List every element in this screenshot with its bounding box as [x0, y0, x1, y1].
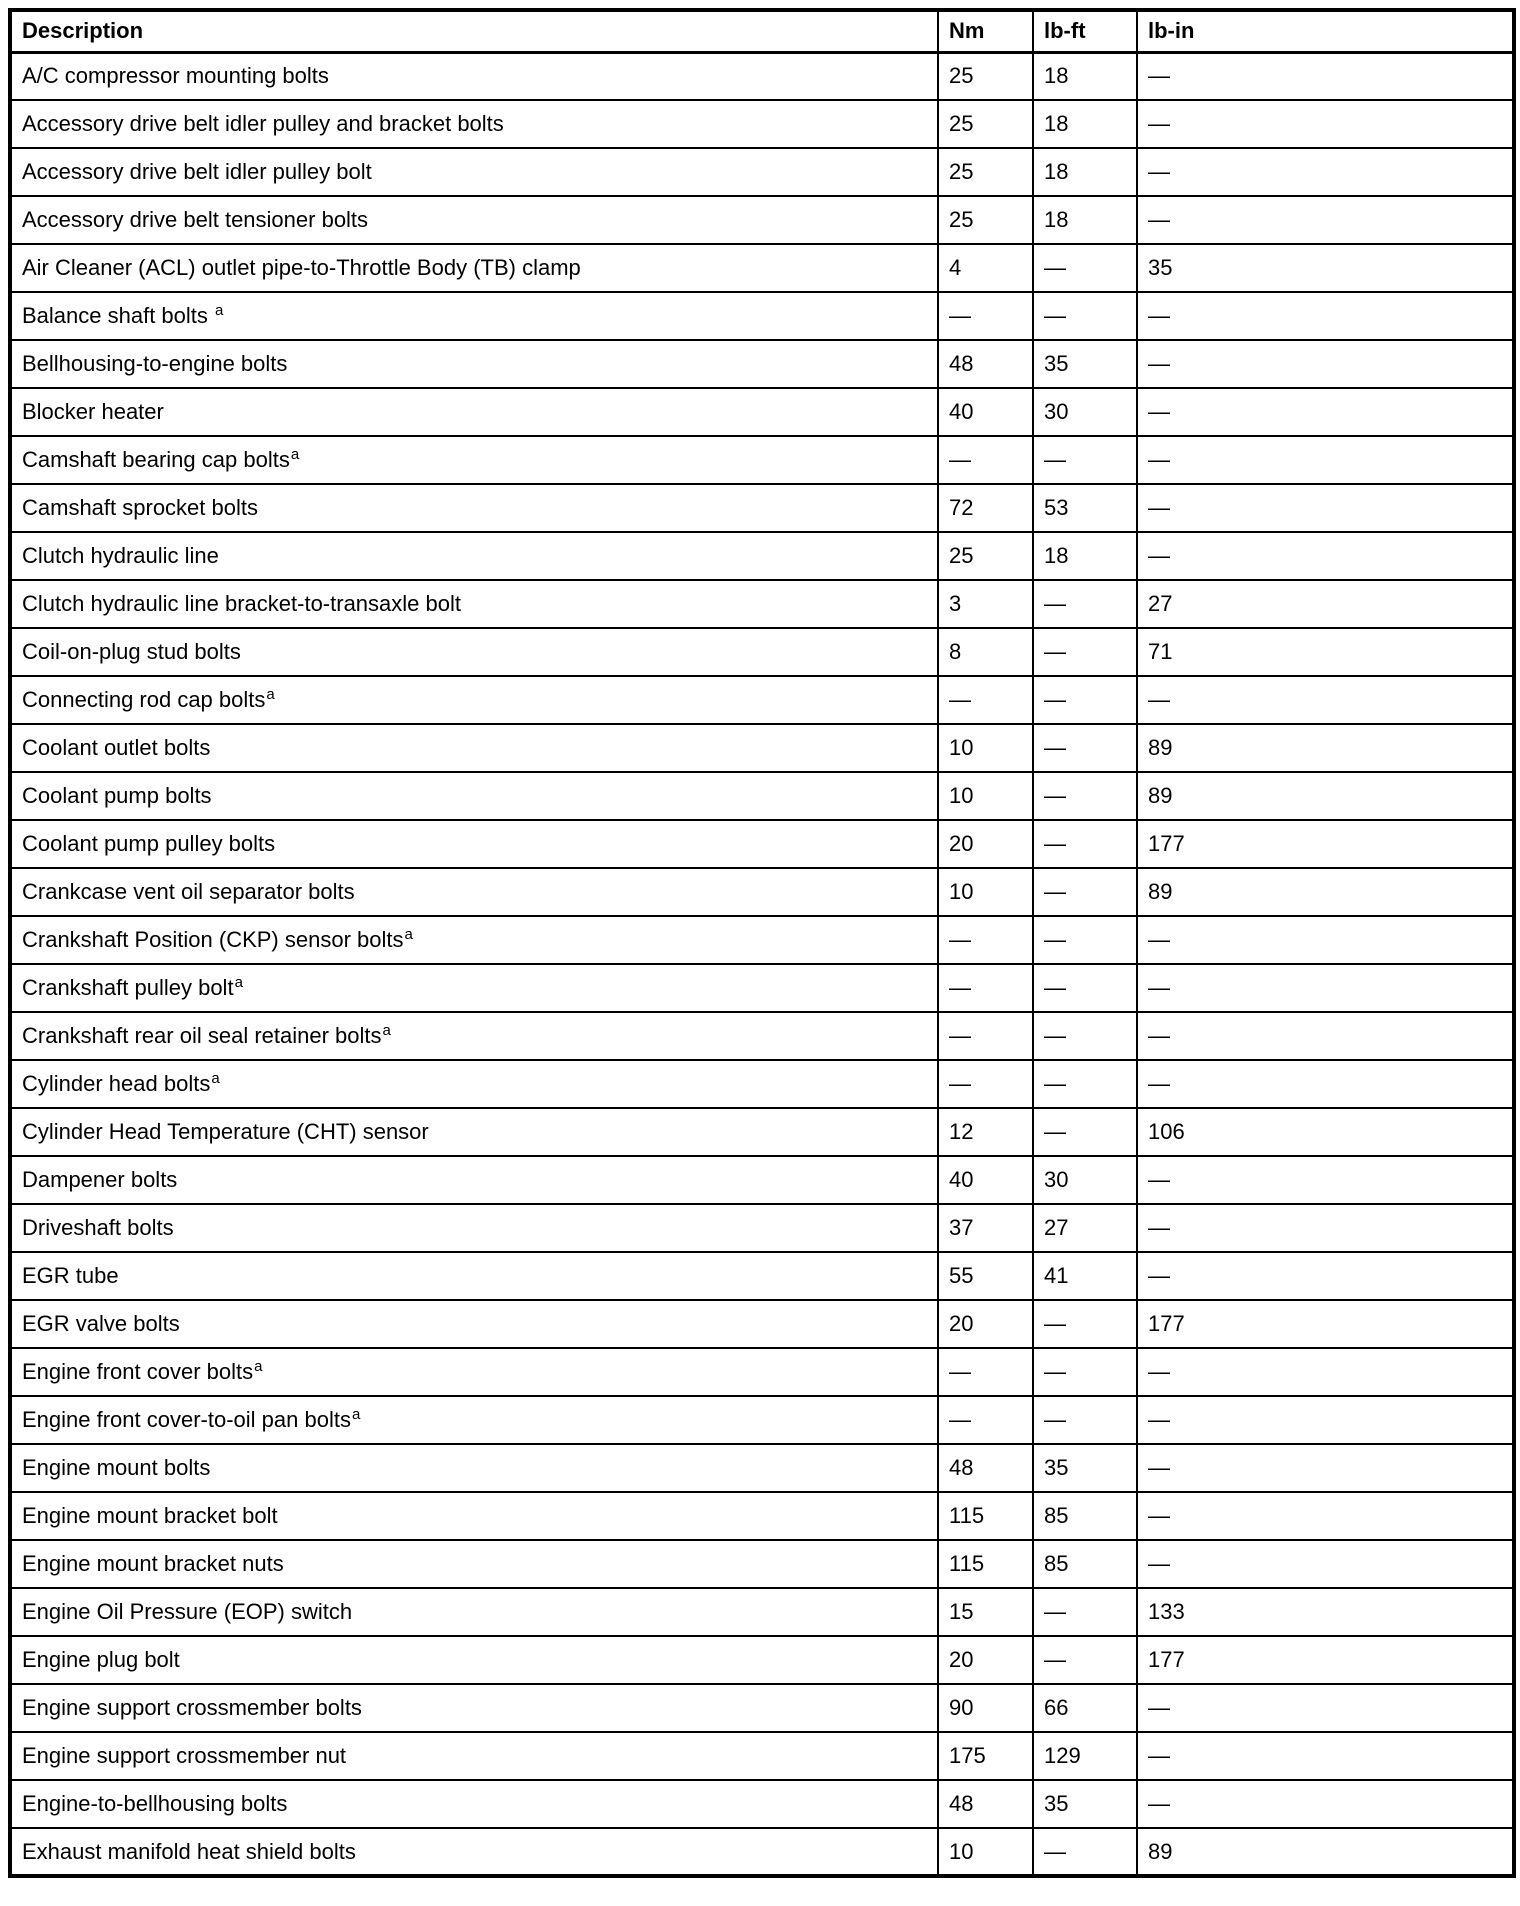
description-cell: Exhaust manifold heat shield bolts: [10, 1828, 938, 1876]
table-row: [10, 1780, 1514, 1828]
table-row: [10, 196, 1514, 244]
table-row: [10, 772, 1514, 820]
description-cell: Clutch hydraulic line: [10, 532, 938, 580]
lbin-cell: —: [1137, 52, 1514, 100]
table-row: [10, 1396, 1514, 1444]
lbft-cell: 18: [1033, 52, 1137, 100]
table-row: [10, 964, 1514, 1012]
lbin-cell: —: [1137, 292, 1514, 340]
nm-cell: 15: [938, 1588, 1033, 1636]
description-cell: Engine plug bolt: [10, 1636, 938, 1684]
lbin-cell: —: [1137, 964, 1514, 1012]
lbft-cell: —: [1033, 1588, 1137, 1636]
lbft-cell: —: [1033, 724, 1137, 772]
lbin-cell: —: [1137, 1684, 1514, 1732]
nm-cell: —: [938, 1348, 1033, 1396]
lbin-cell: 177: [1137, 1636, 1514, 1684]
lbin-cell: —: [1137, 484, 1514, 532]
lbin-cell: —: [1137, 340, 1514, 388]
lbft-cell: —: [1033, 292, 1137, 340]
lbin-cell: 35: [1137, 244, 1514, 292]
lbft-cell: —: [1033, 1108, 1137, 1156]
description-cell: Engine mount bolts: [10, 1444, 938, 1492]
lbft-cell: 53: [1033, 484, 1137, 532]
lbin-cell: —: [1137, 1396, 1514, 1444]
lbft-cell: 18: [1033, 196, 1137, 244]
nm-cell: 10: [938, 724, 1033, 772]
lbin-cell: —: [1137, 196, 1514, 244]
lbft-cell: —: [1033, 772, 1137, 820]
nm-cell: 48: [938, 340, 1033, 388]
table-row: [10, 1828, 1514, 1876]
column-header-nm: Nm: [938, 10, 1033, 52]
description-cell: Camshaft sprocket bolts: [10, 484, 938, 532]
table-row: [10, 724, 1514, 772]
nm-cell: 55: [938, 1252, 1033, 1300]
lbin-cell: 27: [1137, 580, 1514, 628]
description-cell: Engine-to-bellhousing bolts: [10, 1780, 938, 1828]
lbin-cell: —: [1137, 1060, 1514, 1108]
nm-cell: 12: [938, 1108, 1033, 1156]
table-row: [10, 628, 1514, 676]
table-row: [10, 1156, 1514, 1204]
lbft-cell: 35: [1033, 1780, 1137, 1828]
lbin-cell: —: [1137, 1780, 1514, 1828]
nm-cell: 90: [938, 1684, 1033, 1732]
lbft-cell: —: [1033, 628, 1137, 676]
lbin-cell: —: [1137, 1012, 1514, 1060]
lbft-cell: —: [1033, 676, 1137, 724]
description-cell: Accessory drive belt tensioner bolts: [10, 196, 938, 244]
table-row: [10, 1636, 1514, 1684]
footnote-marker: a: [211, 1069, 220, 1087]
description-cell: Accessory drive belt idler pulley and bracket bolts: [10, 100, 938, 148]
nm-cell: 115: [938, 1492, 1033, 1540]
footnote-marker: a: [351, 1405, 361, 1423]
table-row: [10, 292, 1514, 340]
nm-cell: 40: [938, 388, 1033, 436]
table-row: [10, 580, 1514, 628]
lbin-cell: —: [1137, 1156, 1514, 1204]
nm-cell: —: [938, 676, 1033, 724]
lbft-cell: —: [1033, 868, 1137, 916]
lbft-cell: 35: [1033, 1444, 1137, 1492]
description-cell: EGR tube: [10, 1252, 938, 1300]
description-cell: Engine front cover-to-oil pan bolts$^a$: [10, 1396, 938, 1444]
lbft-cell: 27: [1033, 1204, 1137, 1252]
table-row: [10, 1684, 1514, 1732]
nm-cell: —: [938, 1012, 1033, 1060]
footnote-marker: a: [254, 1357, 263, 1375]
lbft-cell: 18: [1033, 100, 1137, 148]
table-row: [10, 244, 1514, 292]
nm-cell: 10: [938, 772, 1033, 820]
footnote-marker: a: [382, 1021, 391, 1039]
description-cell: Coil-on-plug stud bolts: [10, 628, 938, 676]
column-header-lbft: lb-ft: [1033, 10, 1137, 52]
table-row: [10, 388, 1514, 436]
lbft-cell: 85: [1033, 1492, 1137, 1540]
description-cell: Engine support crossmember nut: [10, 1732, 938, 1780]
lbft-cell: 30: [1033, 1156, 1137, 1204]
lbft-cell: 129: [1033, 1732, 1137, 1780]
table-row: [10, 484, 1514, 532]
lbft-cell: —: [1033, 1348, 1137, 1396]
nm-cell: 20: [938, 820, 1033, 868]
table-row: [10, 916, 1514, 964]
lbft-cell: —: [1033, 820, 1137, 868]
table-row: [10, 52, 1514, 100]
table-row: [10, 676, 1514, 724]
lbin-cell: —: [1137, 100, 1514, 148]
description-cell: Engine Oil Pressure (EOP) switch: [10, 1588, 938, 1636]
lbin-cell: 177: [1137, 1300, 1514, 1348]
footnote-marker: a: [234, 973, 243, 991]
lbft-cell: 35: [1033, 340, 1137, 388]
lbin-cell: 71: [1137, 628, 1514, 676]
table-row: [10, 1252, 1514, 1300]
table-row: [10, 1444, 1514, 1492]
description-cell: Blocker heater: [10, 388, 938, 436]
nm-cell: —: [938, 964, 1033, 1012]
description-cell: A/C compressor mounting bolts: [10, 52, 938, 100]
table-row: [10, 1060, 1514, 1108]
lbin-cell: 106: [1137, 1108, 1514, 1156]
lbin-cell: —: [1137, 1204, 1514, 1252]
torque-table-body: [10, 52, 1514, 1876]
lbft-cell: 18: [1033, 532, 1137, 580]
nm-cell: 25: [938, 532, 1033, 580]
lbin-cell: —: [1137, 676, 1514, 724]
lbft-cell: —: [1033, 1636, 1137, 1684]
lbin-cell: —: [1137, 148, 1514, 196]
table-row: [10, 1732, 1514, 1780]
lbin-cell: —: [1137, 1444, 1514, 1492]
lbft-cell: —: [1033, 244, 1137, 292]
lbft-cell: —: [1033, 1396, 1137, 1444]
lbft-cell: 85: [1033, 1540, 1137, 1588]
lbft-cell: 18: [1033, 148, 1137, 196]
table-row: [10, 868, 1514, 916]
description-cell: Air Cleaner (ACL) outlet pipe-to-Throttle Body (TB) clamp: [10, 244, 938, 292]
nm-cell: 3: [938, 580, 1033, 628]
nm-cell: —: [938, 916, 1033, 964]
lbft-cell: —: [1033, 436, 1137, 484]
description-cell: Dampener bolts: [10, 1156, 938, 1204]
table-row: [10, 148, 1514, 196]
lbft-cell: 66: [1033, 1684, 1137, 1732]
description-cell: Coolant pump bolts: [10, 772, 938, 820]
table-row: [10, 100, 1514, 148]
nm-cell: 20: [938, 1636, 1033, 1684]
nm-cell: —: [938, 1060, 1033, 1108]
description-cell: Coolant pump pulley bolts: [10, 820, 938, 868]
nm-cell: 72: [938, 484, 1033, 532]
description-cell: Crankshaft rear oil seal retainer bolts$^a$: [10, 1012, 938, 1060]
nm-cell: 25: [938, 52, 1033, 100]
nm-cell: 25: [938, 148, 1033, 196]
description-cell: Connecting rod cap bolts$^a$: [10, 676, 938, 724]
lbin-cell: —: [1137, 388, 1514, 436]
header-row: [10, 10, 1514, 52]
table-row: [10, 532, 1514, 580]
lbin-cell: —: [1137, 916, 1514, 964]
description-cell: Cylinder head bolts$^a$: [10, 1060, 938, 1108]
lbft-cell: —: [1033, 1060, 1137, 1108]
table-row: [10, 1012, 1514, 1060]
nm-cell: 115: [938, 1540, 1033, 1588]
nm-cell: 4: [938, 244, 1033, 292]
lbin-cell: —: [1137, 1252, 1514, 1300]
nm-cell: 25: [938, 100, 1033, 148]
description-cell: Engine mount bracket bolt: [10, 1492, 938, 1540]
lbin-cell: 89: [1137, 724, 1514, 772]
table-row: [10, 1108, 1514, 1156]
footnote-marker: a: [290, 445, 300, 463]
lbin-cell: —: [1137, 1492, 1514, 1540]
description-cell: Engine support crossmember bolts: [10, 1684, 938, 1732]
lbft-cell: —: [1033, 580, 1137, 628]
description-cell: Crankshaft Position (CKP) sensor bolts$^a$: [10, 916, 938, 964]
description-cell: Accessory drive belt idler pulley bolt: [10, 148, 938, 196]
table-row: [10, 1588, 1514, 1636]
lbft-cell: 30: [1033, 388, 1137, 436]
column-header-description: Description: [10, 10, 938, 52]
description-cell: Coolant outlet bolts: [10, 724, 938, 772]
table-row: [10, 340, 1514, 388]
table-row: [10, 1204, 1514, 1252]
lbin-cell: —: [1137, 436, 1514, 484]
lbin-cell: —: [1137, 1732, 1514, 1780]
nm-cell: 48: [938, 1444, 1033, 1492]
nm-cell: 175: [938, 1732, 1033, 1780]
nm-cell: —: [938, 292, 1033, 340]
lbin-cell: 89: [1137, 868, 1514, 916]
table-row: [10, 1540, 1514, 1588]
table-row: [10, 1300, 1514, 1348]
nm-cell: 20: [938, 1300, 1033, 1348]
description-cell: Balance shaft bolts $^a$: [10, 292, 938, 340]
nm-cell: 48: [938, 1780, 1033, 1828]
lbft-cell: —: [1033, 916, 1137, 964]
lbin-cell: 177: [1137, 820, 1514, 868]
nm-cell: 10: [938, 868, 1033, 916]
torque-spec-table: [8, 8, 1516, 1878]
lbft-cell: —: [1033, 1012, 1137, 1060]
table-header: [10, 10, 1514, 52]
table-row: [10, 436, 1514, 484]
description-cell: Clutch hydraulic line bracket-to-transaxle bolt: [10, 580, 938, 628]
nm-cell: 10: [938, 1828, 1033, 1876]
description-cell: EGR valve bolts: [10, 1300, 938, 1348]
description-cell: Driveshaft bolts: [10, 1204, 938, 1252]
nm-cell: 37: [938, 1204, 1033, 1252]
nm-cell: 25: [938, 196, 1033, 244]
description-cell: Cylinder Head Temperature (CHT) sensor: [10, 1108, 938, 1156]
table-row: [10, 1348, 1514, 1396]
lbin-cell: —: [1137, 1348, 1514, 1396]
lbft-cell: 41: [1033, 1252, 1137, 1300]
description-cell: Crankcase vent oil separator bolts: [10, 868, 938, 916]
footnote-marker: a: [215, 301, 224, 319]
lbin-cell: —: [1137, 1540, 1514, 1588]
lbin-cell: 133: [1137, 1588, 1514, 1636]
nm-cell: —: [938, 1396, 1033, 1444]
footnote-marker: a: [404, 925, 413, 943]
lbft-cell: —: [1033, 1300, 1137, 1348]
description-cell: Engine mount bracket nuts: [10, 1540, 938, 1588]
description-cell: Crankshaft pulley bolt$^a$: [10, 964, 938, 1012]
nm-cell: 8: [938, 628, 1033, 676]
lbin-cell: 89: [1137, 1828, 1514, 1876]
lbft-cell: —: [1033, 964, 1137, 1012]
lbft-cell: —: [1033, 1828, 1137, 1876]
lbin-cell: —: [1137, 532, 1514, 580]
nm-cell: —: [938, 436, 1033, 484]
description-cell: Engine front cover bolts$^a$: [10, 1348, 938, 1396]
nm-cell: 40: [938, 1156, 1033, 1204]
column-header-lbin: lb-in: [1137, 10, 1514, 52]
description-cell: Camshaft bearing cap bolts$^a$: [10, 436, 938, 484]
description-cell: Bellhousing-to-engine bolts: [10, 340, 938, 388]
footnote-marker: a: [266, 685, 275, 703]
table-row: [10, 820, 1514, 868]
table-row: [10, 1492, 1514, 1540]
lbin-cell: 89: [1137, 772, 1514, 820]
